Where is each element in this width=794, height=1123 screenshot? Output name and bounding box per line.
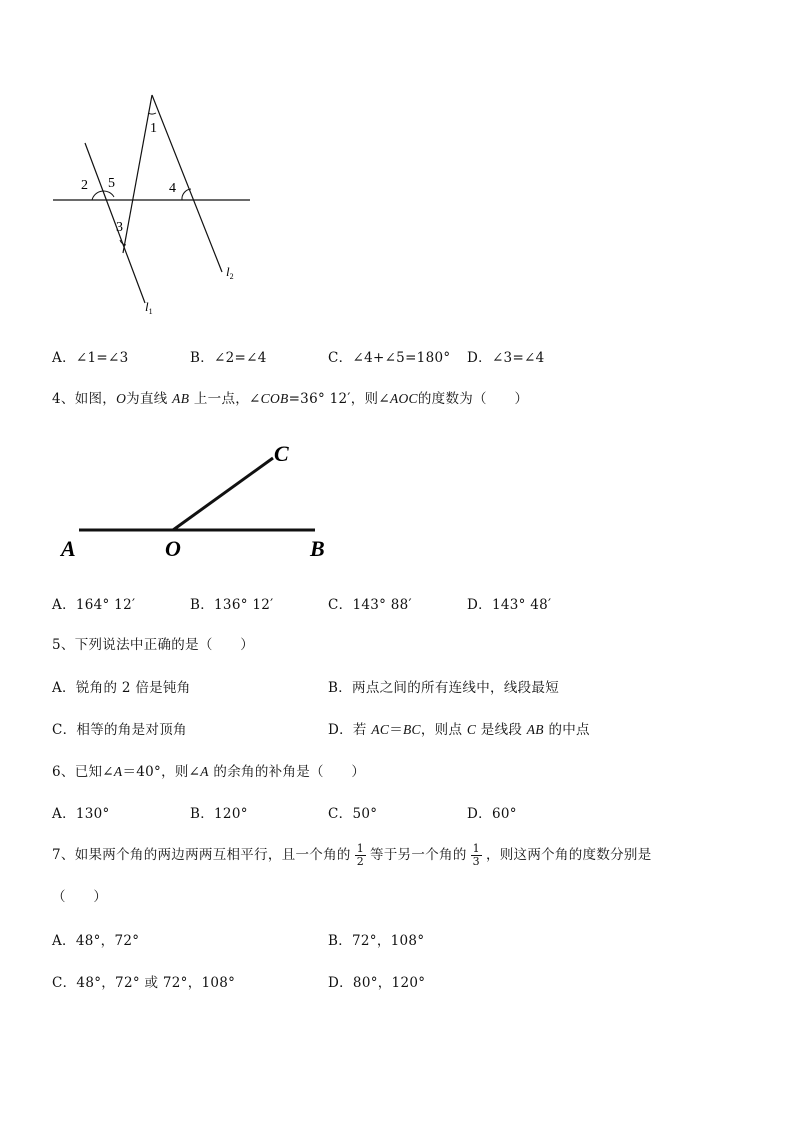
q4-option-d: D．143° 48′ [467, 597, 552, 613]
q4-option-a: A．164° 12′ [52, 597, 136, 613]
line-label-l1: $l_1$ [145, 299, 153, 316]
point-label-a: A [61, 536, 76, 561]
q5-option-c: C．相等的角是对顶角 [52, 722, 187, 738]
line-l1 [85, 143, 145, 303]
q6-option-d: D．60° [467, 806, 517, 822]
angle-label-5: 5 [108, 176, 115, 191]
figure-parallel-lines [40, 85, 280, 320]
q4-option-b: B．136° 12′ [190, 597, 274, 613]
angle-label-1: 1 [150, 121, 157, 136]
transversal-line [123, 95, 152, 253]
fraction-one-third: $\frac{1}{3}$ [472, 842, 480, 868]
q6-stem: 6、已知∠A＝40°，则∠A 的余角的补角是（ ） [52, 764, 366, 780]
q5-option-d: D．若 AC＝BC，则点 C 是线段 AB 的中点 [328, 722, 590, 738]
q7-stem: 7、如果两个角的两边两两互相平行，且一个角的 $\frac{1}{2}$ 等于另一个角的 $\frac{1}{3}$ ，则这两个角的度数分别是 [52, 842, 652, 868]
q6-option-b: B．120° [190, 806, 248, 822]
line-l2 [152, 95, 222, 272]
line-label-l2: $l_2$ [226, 264, 234, 281]
q7-stem-line2: （ ） [52, 889, 108, 905]
q3-option-b: B．∠2=∠4 [190, 350, 267, 366]
q4-stem: 4、如图，O为直线 AB 上一点，∠COB=36° 12′，则∠AOC的度数为（ ） [52, 391, 529, 407]
point-label-c: C [274, 441, 289, 466]
q7-option-d: D．80°，120° [328, 975, 426, 991]
angle-arc-1 [148, 113, 156, 114]
q4-option-c: C．143° 88′ [328, 597, 412, 613]
q3-option-d: D．∠3=∠4 [467, 350, 545, 366]
ray-oc [173, 458, 273, 530]
fraction-one-half: $\frac{1}{2}$ [356, 842, 365, 868]
angle-label-3: 3 [116, 220, 123, 235]
figure-angle-aob [55, 435, 345, 570]
point-label-o: O [165, 536, 181, 561]
q5-stem: 5、下列说法中正确的是（ ） [52, 637, 255, 653]
q5-option-a: A．锐角的 2 倍是钝角 [52, 680, 191, 696]
angle-label-2: 2 [81, 178, 88, 193]
q6-option-a: A．130° [52, 806, 110, 822]
q3-option-a: A．∠1=∠3 [52, 350, 129, 366]
point-label-b: B [310, 536, 325, 561]
q7-option-b: B．72°，108° [328, 933, 425, 949]
q5-option-b: B．两点之间的所有连线中，线段最短 [328, 680, 560, 696]
angle-label-4: 4 [169, 181, 176, 196]
q7-option-c: C．48°，72° 或 72°，108° [52, 975, 236, 991]
q6-option-c: C．50° [328, 806, 378, 822]
q7-option-a: A．48°，72° [52, 933, 140, 949]
q3-option-c: C．∠4+∠5=180° [328, 350, 451, 366]
